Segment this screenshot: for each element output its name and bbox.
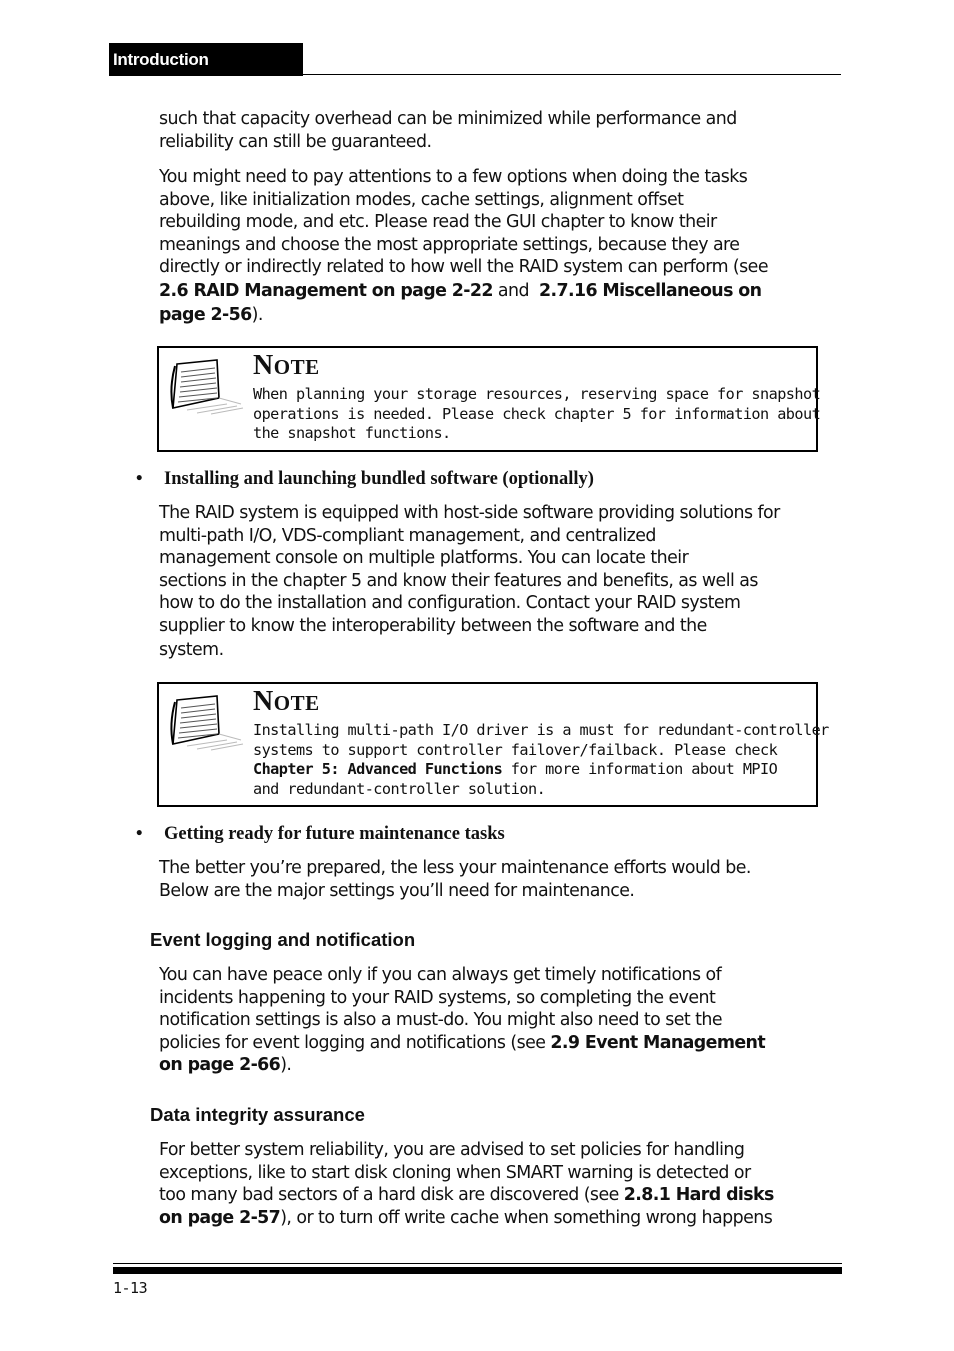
note-title-rest: OTE	[273, 691, 320, 715]
cross-reference: on page 2-66	[159, 1055, 281, 1075]
bullet-symbol: •	[136, 824, 143, 844]
text-fragment: for more information about MPIO	[502, 760, 778, 779]
text-line: You can have peace only if you can always get timely notifications of	[159, 965, 722, 985]
text-fragment: ).	[280, 1055, 292, 1075]
section-label: Introduction	[113, 50, 209, 69]
subheading-data-integrity: Data integrity assurance	[150, 1104, 365, 1125]
text-line	[159, 1054, 839, 1077]
cross-reference: 2.9 Event Management	[550, 1032, 766, 1053]
text-line: rebuilding mode, and etc. Please read the GUI chapter to know their	[159, 212, 717, 232]
bullet-item-2	[136, 822, 836, 846]
subheading-event-logging: Event logging and notification	[150, 929, 416, 950]
text-line: sections in the chapter 5 and know their features and benefits, as well as	[159, 570, 758, 591]
note-title	[253, 685, 320, 720]
text-line	[253, 760, 815, 780]
text-line: supplier to know the interoperability between the software and the	[159, 615, 707, 636]
page-number: 1-13	[113, 1279, 148, 1297]
cross-reference: on page 2-57	[159, 1207, 281, 1228]
bullet-text: Getting ready for future maintenance tasks	[164, 824, 505, 844]
text-line: and redundant-controller solution.	[253, 779, 546, 798]
text-line: The better you’re prepared, the less your maintenance efforts would be.	[159, 858, 751, 878]
text-line: For better system reliability, you are advised to set policies for handling	[159, 1140, 745, 1160]
header-rule	[109, 74, 841, 75]
text-line: Installing multi-path I/O driver is a must for redundant-controller	[253, 721, 829, 739]
note-title	[253, 349, 320, 384]
bullet-symbol: •	[136, 469, 143, 489]
footer-rule-thick	[113, 1267, 842, 1274]
cross-reference: 2.7.16 Miscellaneous on	[538, 280, 762, 301]
footer-rule-thin	[113, 1263, 842, 1264]
paragraph-5	[159, 964, 839, 1077]
text-line: meanings and choose the most appropriate settings, because they are	[159, 234, 740, 255]
section-header-tab	[109, 43, 303, 76]
paragraph-6	[159, 1139, 839, 1229]
note-text	[253, 721, 829, 799]
text-line: exceptions, like to start disk cloning when SMART warning is detected or	[159, 1162, 751, 1183]
text-line: management console on multiple platforms. You can locate their	[159, 548, 689, 568]
text-line	[159, 1207, 839, 1230]
notepad-icon	[167, 358, 245, 416]
paragraph-1	[159, 108, 839, 153]
text-line: such that capacity overhead can be minimized while performance and	[159, 109, 737, 129]
text-line: When planning your storage resources, reserving space for snapshot	[253, 385, 821, 403]
text-line: reliability can still be guaranteed.	[159, 131, 432, 152]
bullet-text: Installing and launching bundled software (optionally)	[164, 469, 594, 489]
text-line	[159, 280, 839, 303]
text-fragment: policies for event logging and notifications (see	[159, 1032, 551, 1053]
cross-reference: 2.6 RAID Management on page 2-22	[159, 280, 493, 301]
text-line: directly or indirectly related to how well the RAID system can perform (see	[159, 257, 768, 277]
cross-reference: 2.8.1 Hard disks	[623, 1185, 774, 1205]
note-box-1	[157, 346, 821, 452]
notepad-icon	[167, 694, 245, 752]
text-fragment: too many bad sectors of a hard disk are discovered (see	[159, 1185, 624, 1205]
text-line: incidents happening to your RAID systems, so completing the event	[159, 987, 716, 1008]
text-line	[159, 1032, 839, 1055]
text-line: systems to support controller failover/failback. Please check	[253, 740, 778, 759]
note-title-initial: N	[253, 350, 274, 381]
cross-reference: page 2-56	[159, 305, 252, 325]
note-title-rest: OTE	[273, 355, 320, 379]
text-line: operations is needed. Please check chapter 5 for information about	[253, 404, 821, 423]
text-line: notification settings is also a must-do. You might also need to set the	[159, 1010, 723, 1030]
text-line: the snapshot functions.	[253, 424, 451, 443]
text-line: how to do the installation and configuration. Contact your RAID system	[159, 593, 741, 613]
text-line: Below are the major settings you’ll need for maintenance.	[159, 880, 635, 901]
text-line: multi-path I/O, VDS-compliant management, and centralized	[159, 525, 656, 546]
text-fragment: ), or to turn off write cache when something wrong happens	[280, 1207, 773, 1228]
text-line: above, like initialization modes, cache settings, alignment offset	[159, 189, 684, 210]
paragraph-2	[159, 166, 839, 327]
text-line: You might need to pay attentions to a few options when doing the tasks	[159, 167, 748, 187]
paragraph-4	[159, 857, 839, 902]
text-fragment: and	[492, 280, 534, 301]
text-fragment: ).	[251, 305, 263, 325]
note-box-2	[157, 682, 829, 807]
note-title-initial: N	[253, 686, 274, 717]
bullet-item-1	[136, 467, 836, 491]
text-line	[159, 304, 839, 327]
text-line	[159, 1184, 839, 1207]
cross-reference: Chapter 5: Advanced Functions	[253, 760, 503, 779]
text-line: system.	[159, 640, 224, 660]
paragraph-3	[159, 502, 839, 662]
note-text	[253, 385, 821, 444]
text-line: The RAID system is equipped with host-side software providing solutions for	[159, 503, 780, 523]
